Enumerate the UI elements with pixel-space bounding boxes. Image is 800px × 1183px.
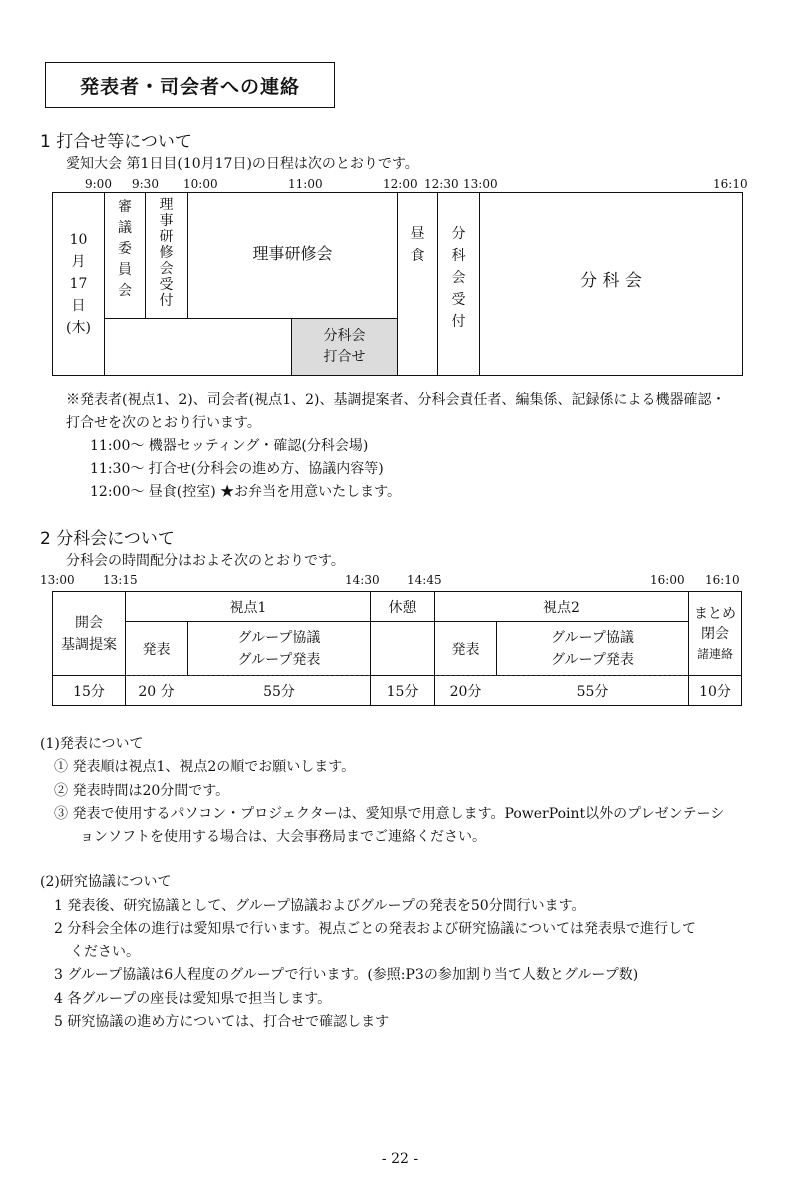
header-line: グループ発表: [237, 651, 321, 668]
block-char: 食: [410, 248, 425, 264]
block-char: 理: [159, 197, 174, 213]
bunkakai-block: [479, 192, 743, 376]
sub2-item: 4 各グループの座長は愛知県で担当します。: [54, 991, 332, 1007]
time-label: 13:15: [103, 573, 138, 587]
sub1-item: ③ 発表で使用するパソコン・プロジェクターは、愛知県で用意します。PowerPoint以外のプレゼンテーシ: [54, 806, 725, 822]
block-char: 修: [159, 245, 174, 261]
block-char: 委: [118, 241, 132, 257]
time-label: 13:00: [463, 177, 498, 191]
time-label: 10:00: [183, 177, 218, 191]
time-label: 12:00: [383, 177, 418, 191]
chushoku-block: [397, 192, 438, 376]
time-label: 9:30: [132, 177, 159, 191]
section1-intro: 愛知大会 第1日目(10月17日)の日程は次のとおりです。: [66, 156, 419, 172]
sub1-heading: (1)発表について: [40, 736, 144, 752]
note-line: ※発表者(視点1、2)、司会者(視点1、2)、基調提案者、分科会責任者、編集係、記録係による機器確認・: [66, 392, 726, 408]
page-title: 発表者・司会者への連絡: [45, 62, 335, 108]
header-line: 諸連絡: [696, 646, 733, 661]
block-char: 研: [159, 229, 174, 245]
block-char: 科: [451, 248, 466, 264]
header-line: グループ協議: [237, 629, 321, 646]
duration-cell: 15分: [52, 675, 126, 706]
duration-cell: 55分: [263, 683, 295, 700]
time-label: 14:45: [407, 573, 442, 587]
time-label: 13:00: [40, 573, 75, 587]
sub2-heading: (2)研究協議について: [40, 874, 172, 890]
matome-header: [688, 591, 742, 676]
date-line: 17: [69, 276, 88, 292]
block-line: 打合せ: [323, 349, 366, 365]
dashed-divider: [125, 675, 371, 676]
block-char: 受: [451, 292, 466, 308]
group-header: [496, 621, 689, 676]
kyukei-header: 休憩: [370, 591, 435, 622]
riji-kenshu-block: [187, 192, 398, 319]
block-char: 議: [118, 220, 132, 236]
block-char: 昼: [410, 226, 425, 242]
time-label: 11:00: [288, 177, 323, 191]
kyukei-empty-cell: [370, 621, 435, 676]
block-char: 会: [159, 261, 174, 277]
block-char: 付: [159, 293, 174, 309]
note-line: 11:30～ 打合せ(分科会の進め方、協議内容等): [90, 461, 384, 477]
sub2-item: 3 グループ協議は6人程度のグループで行います。(参照:P3の参加割り当て人数とグループ数): [54, 967, 639, 983]
date-line: 10: [69, 232, 88, 248]
note-line: 11:00～ 機器セッティング・確認(分科会場): [90, 438, 369, 454]
time-label: 14:30: [345, 573, 380, 587]
empty-cell: [104, 318, 292, 376]
section1-heading: 1 打合せ等について: [40, 132, 192, 152]
shingi-iinkai-block: [104, 192, 146, 319]
time-label: 12:30: [424, 177, 459, 191]
duration-cell: 20 分: [138, 683, 175, 700]
riji-kenshu-label: 理事研修会: [252, 244, 333, 263]
time-label: 9:00: [85, 177, 112, 191]
shiten1-header: 視点1: [125, 591, 371, 622]
riji-uketsuke-block: [145, 192, 188, 319]
note-line: 打合せを次のとおり行います。: [66, 415, 261, 431]
time-label: 16:10: [705, 573, 740, 587]
date-line: 日: [71, 298, 86, 314]
block-char: 会: [451, 270, 466, 286]
shiten2-header: 視点2: [434, 591, 689, 622]
sub1-item: ョンソフトを使用する場合は、大会事務局までご連絡ください。: [80, 829, 486, 845]
group-header: [187, 621, 371, 676]
date-cell: [52, 192, 105, 376]
page-number: - 22 -: [381, 1151, 419, 1167]
header-line: まとめ: [694, 605, 736, 622]
header-line: グループ協議: [551, 629, 634, 646]
duration-cell: 20分: [449, 683, 482, 700]
block-char: 付: [451, 314, 466, 330]
bunkakai-label: 分 科 会: [580, 270, 642, 291]
sub2-item: 2 分科会全体の進行は愛知県で行います。視点ごとの発表および研究協議については発表県で進行して: [54, 921, 696, 937]
sub2-item: 1 発表後、研究協議として、グループ協議およびグループの発表を50分間行います。: [54, 898, 586, 914]
section2-heading: 2 分科会について: [40, 529, 175, 549]
duration-cell: 55分: [576, 683, 609, 700]
bunkakai-uketsuke-block: [437, 192, 480, 376]
date-line: (木): [66, 320, 91, 336]
bunkakai-uchiawase-block: [291, 318, 398, 376]
block-char: 員: [118, 262, 132, 278]
note-line: 12:00～ 昼食(控室) ★お弁当を用意いたします。: [90, 484, 402, 500]
kaikai-header: [52, 591, 126, 676]
happyo-header: 発表: [125, 621, 188, 676]
duration-cell: 10分: [688, 675, 742, 706]
block-char: 事: [159, 213, 174, 229]
happyo-header: 発表: [434, 621, 497, 676]
header-line: 開会: [75, 614, 103, 631]
block-char: 受: [159, 277, 174, 293]
sub1-item: ② 発表時間は20分間です。: [54, 783, 230, 799]
header-line: 閉会: [701, 625, 729, 642]
block-line: 分科会: [323, 328, 366, 344]
time-label: 16:00: [650, 573, 685, 587]
header-line: グループ発表: [551, 651, 634, 668]
date-line: 月: [71, 254, 86, 270]
block-char: 分: [451, 226, 466, 242]
section2-intro: 分科会の時間配分はおよそ次のとおりです。: [66, 553, 345, 569]
sub2-item: ください。: [70, 944, 140, 960]
block-char: 会: [118, 283, 132, 299]
sub2-item: 5 研究協議の進め方については、打合せで確認します: [54, 1014, 390, 1030]
block-char: 審: [118, 199, 132, 215]
header-line: 基調提案: [61, 636, 117, 653]
duration-cell: 15分: [370, 675, 435, 706]
dashed-divider: [434, 675, 689, 676]
time-label: 16:10: [713, 177, 748, 191]
sub1-item: ① 発表順は視点1、視点2の順でお願いします。: [54, 759, 356, 775]
